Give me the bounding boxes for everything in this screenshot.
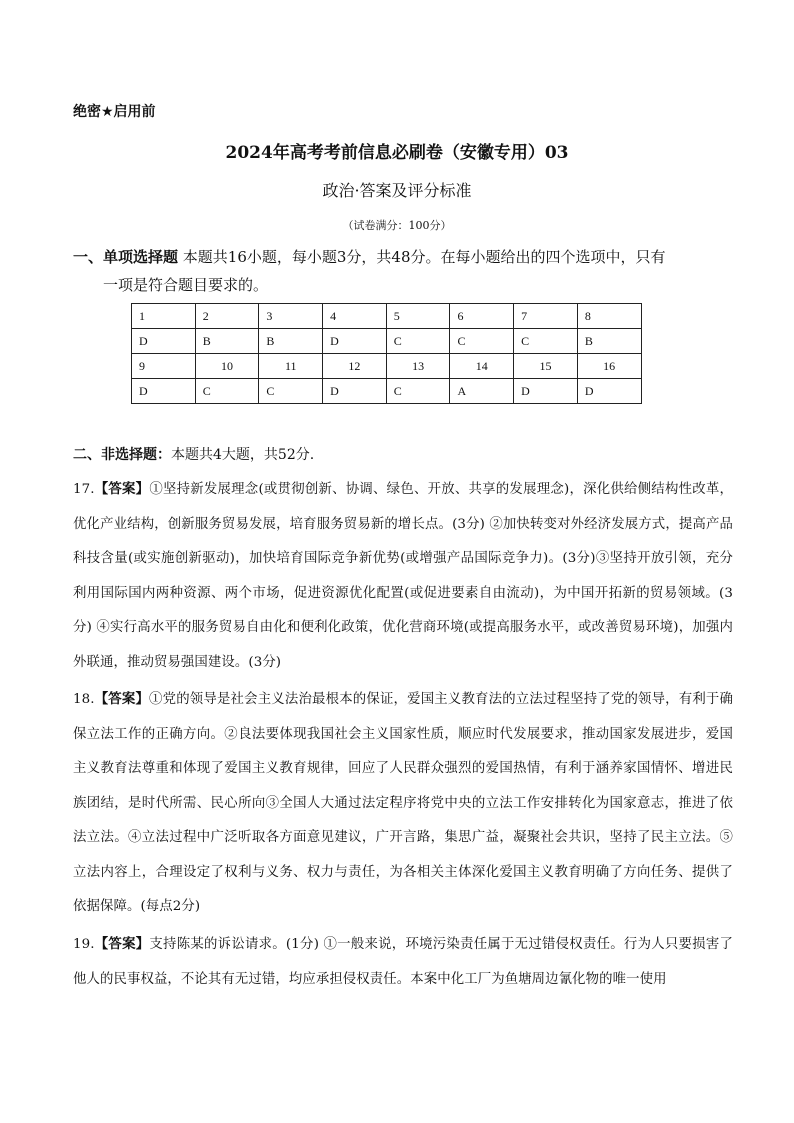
table-row-question-numbers-1 (132, 304, 642, 329)
question-number: 17. (73, 482, 95, 497)
answer-text: ①党的领导是社会主义法治最根本的保证，爱国主义教育法的立法过程坚持了党的领导，有利于确保立法工作的正确方向。②良法要体现我国社会主义国家性质，顺应时代发展要求，推动国家发展进步，爱国主义教育法尊重和体现了爱国主义教育规律，回应了人民群众强烈的爱国热情，有利于涵养家国情怀、增进民族团结，是时代所需、民心所向③全国人大通过法定程序将党中央的立法工作安排转化为国家意志，推进了依法立法。④立法过程中广泛听取各方面意见建议，广开言路，集思广益，凝聚社会共识，坚持了民主立法。⑤立法内容上，合理设定了权利与义务、权力与责任，为各相关主体深化爱国主义教育明确了方向任务、提供了依据保障。(每点2分) (73, 692, 734, 914)
answer-tag: 【答案】 (94, 692, 150, 707)
answer-tag: 【答案】 (94, 482, 150, 497)
table-cell: 8 (577, 304, 641, 329)
table-cell: A (450, 379, 514, 404)
page-subtitle: 政治·答案及评分标准 (322, 181, 472, 200)
section-2-intro (73, 444, 314, 464)
section-1-intro-line2: 一项是符合题目要求的。 (103, 276, 269, 294)
table-cell: 1 (132, 304, 196, 329)
table-cell: 11 (259, 354, 323, 379)
table-cell: C (514, 329, 578, 354)
answer-text: ①坚持新发展理念(或贯彻创新、协调、绿色、开放、共享的发展理念)，深化供给侧结构性改革，优化产业结构，创新服务贸易发展，培育服务贸易新的增长点。(3分) ②加快转变对外经济发展方式，提高产品科技含量(或实施创新驱动)，加快培育国际竞争新优势(或增强产品国际竞争力)。(3分)③坚持开放引领，充分利用国际国内两种资源、两个市场，促进资源优化配置(或促进要素自由流动)，为中国开拓新的贸易领域。(3分) ④实行高水平的服务贸易自由化和便利化政策，优化营商环境(或提高服务水平，或改善贸易环境)，加强内外联通，推动贸易强国建设。(3分) (73, 482, 733, 670)
answer-17 (73, 473, 733, 680)
table-cell: 2 (195, 304, 259, 329)
table-row-answers-2 (132, 379, 642, 404)
section-2-intro-text: 本题共4大题，共52分. (171, 447, 315, 463)
full-score-note: （试卷满分：100分） (342, 219, 452, 232)
answer-18 (73, 683, 733, 925)
answer-text: 支持陈某的诉讼请求。(1分) ①一般来说，环境污染责任属于无过错侵权责任。行为人只要损害了他人的民事权益，不论其有无过错，均应承担侵权责任。本案中化工厂为鱼塘周边氰化物的唯一使用 (73, 937, 733, 987)
table-cell: 7 (514, 304, 578, 329)
section-1-intro (73, 243, 728, 299)
table-cell: C (386, 329, 450, 354)
section-1-heading: 一、单项选择题 (73, 248, 179, 266)
page-title: 2024年高考考前信息必刷卷（安徽专用）03 (225, 143, 569, 163)
table-cell: 16 (577, 354, 641, 379)
table-cell: 6 (450, 304, 514, 329)
table-cell: D (323, 329, 387, 354)
answer-table (131, 303, 642, 404)
table-cell: 4 (323, 304, 387, 329)
table-cell: D (577, 379, 641, 404)
answer-19 (73, 928, 733, 997)
table-cell: B (577, 329, 641, 354)
table-cell: D (132, 379, 196, 404)
section-1-intro-line1: 本题共16小题，每小题3分，共48分。在每小题给出的四个选项中，只有 (182, 248, 666, 266)
answer-tag: 【答案】 (94, 937, 150, 952)
question-number: 18. (73, 692, 95, 707)
table-cell: C (386, 379, 450, 404)
table-row-answers-1 (132, 329, 642, 354)
table-cell: C (450, 329, 514, 354)
table-cell: C (259, 379, 323, 404)
table-cell: 12 (323, 354, 387, 379)
table-cell: 9 (132, 354, 196, 379)
table-cell: D (323, 379, 387, 404)
table-cell: 10 (195, 354, 259, 379)
table-cell: 15 (514, 354, 578, 379)
table-cell: D (514, 379, 578, 404)
confidential-label: 绝密★启用前 (73, 104, 156, 120)
table-cell: D (132, 329, 196, 354)
table-cell: 13 (386, 354, 450, 379)
section-2-heading: 二、非选择题： (73, 447, 171, 463)
table-cell: 14 (450, 354, 514, 379)
table-cell: 5 (386, 304, 450, 329)
table-cell: B (195, 329, 259, 354)
question-number: 19. (73, 937, 95, 952)
table-cell: B (259, 329, 323, 354)
table-row-question-numbers-2 (132, 354, 642, 379)
table-cell: C (195, 379, 259, 404)
table-cell: 3 (259, 304, 323, 329)
